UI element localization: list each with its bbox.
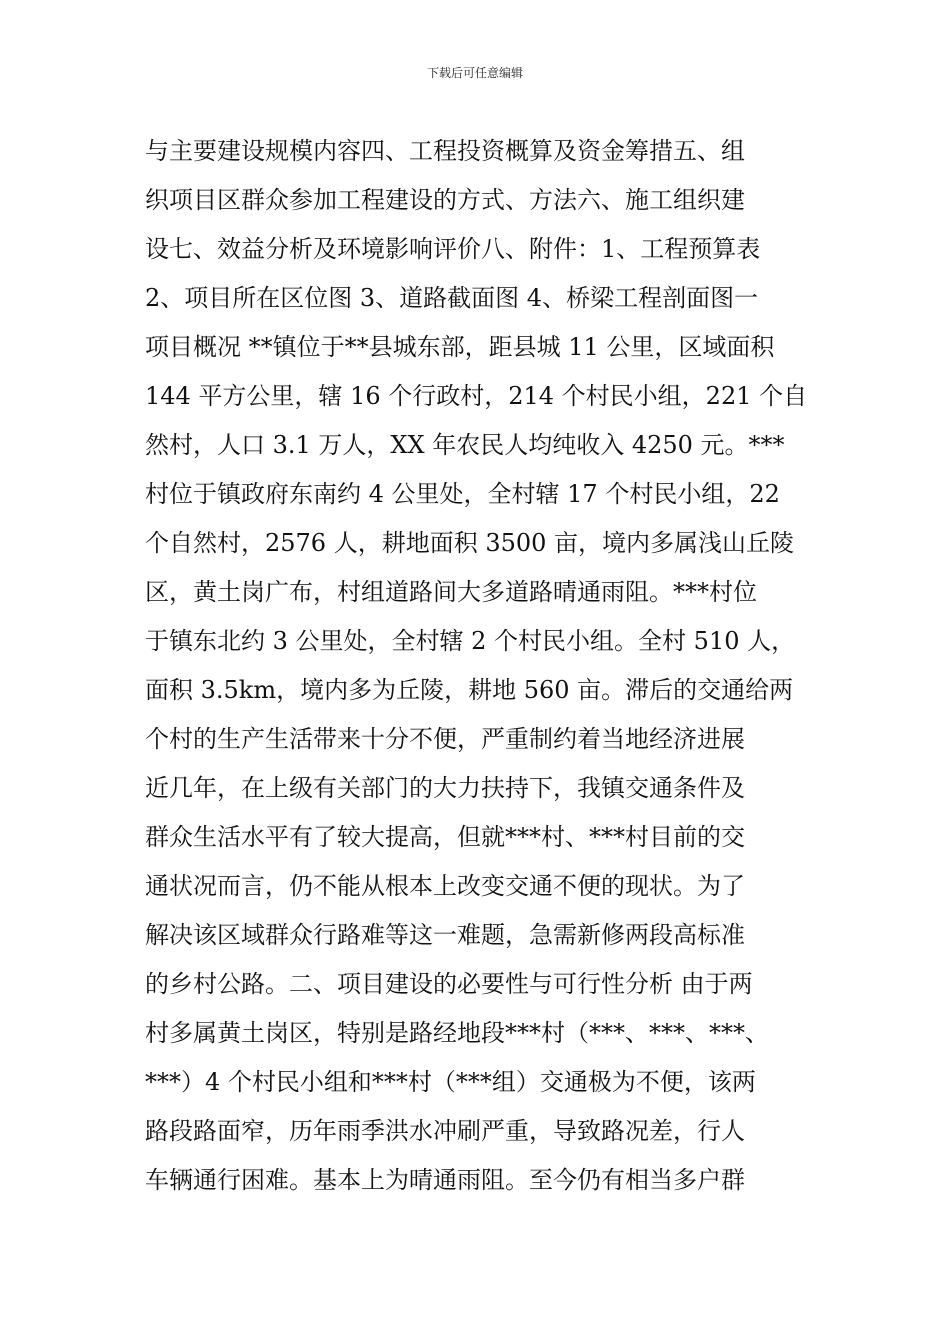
- text-line: 144 平方公里，辖 16 个行政村，214 个村民小组，221 个自: [145, 382, 808, 410]
- text-line: 村多属黄土岗区，特别是路经地段***村（***、***、***、: [145, 1019, 769, 1047]
- text-line: 路段路面窄，历年雨季洪水冲刷严重，导致路况差，行人: [145, 1117, 745, 1145]
- text-line: 近几年，在上级有关部门的大力扶持下，我镇交通条件及: [145, 774, 745, 802]
- text-line: 项目概况 **镇位于**县城东部，距县城 11 公里，区域面积: [145, 333, 775, 361]
- text-line: 村位于镇政府东南约 4 公里处，全村辖 17 个村民小组，22: [145, 480, 780, 508]
- page-header: 下载后可任意编辑: [426, 66, 523, 80]
- text-line: 与主要建设规模内容四、工程投资概算及资金筹措五、组: [145, 137, 745, 165]
- body-text: [145, 127, 835, 1205]
- text-line: 解决该区域群众行路难等这一难题，急需新修两段高标准: [145, 921, 745, 949]
- text-line: ***）4 个村民小组和***村（***组）交通极为不便，该两: [145, 1068, 756, 1096]
- text-line: 2、项目所在区位图 3、道路截面图 4、桥梁工程剖面图一: [145, 284, 759, 312]
- text-line: 通状况而言，仍不能从根本上改变交通不便的现状。为了: [145, 872, 745, 900]
- text-line: 的乡村公路。二、项目建设的必要性与可行性分析 由于两: [145, 970, 753, 998]
- text-line: 设七、效益分析及环境影响评价八、附件：1、工程预算表: [145, 235, 761, 263]
- text-line: 个村的生产生活带来十分不便，严重制约着当地经济进展: [145, 725, 745, 753]
- text-line: 区，黄土岗广布，村组道路间大多道路晴通雨阻。***村位: [145, 578, 757, 606]
- text-line: 于镇东北约 3 公里处，全村辖 2 个村民小组。全村 510 人，: [145, 627, 796, 655]
- text-line: 个自然村，2576 人，耕地面积 3500 亩，境内多属浅山丘陵: [145, 529, 795, 557]
- text-line: 织项目区群众参加工程建设的方式、方法六、施工组织建: [145, 186, 745, 214]
- text-line: 群众生活水平有了较大提高，但就***村、***村目前的交: [145, 823, 745, 851]
- text-line: 车辆通行困难。基本上为晴通雨阻。至今仍有相当多户群: [145, 1166, 745, 1194]
- text-line: 然村，人口 3.1 万人，XX 年农民人均纯收入 4250 元。***: [145, 431, 785, 459]
- text-line: 面积 3.5km，境内多为丘陵，耕地 560 亩。滞后的交通给两: [145, 676, 794, 704]
